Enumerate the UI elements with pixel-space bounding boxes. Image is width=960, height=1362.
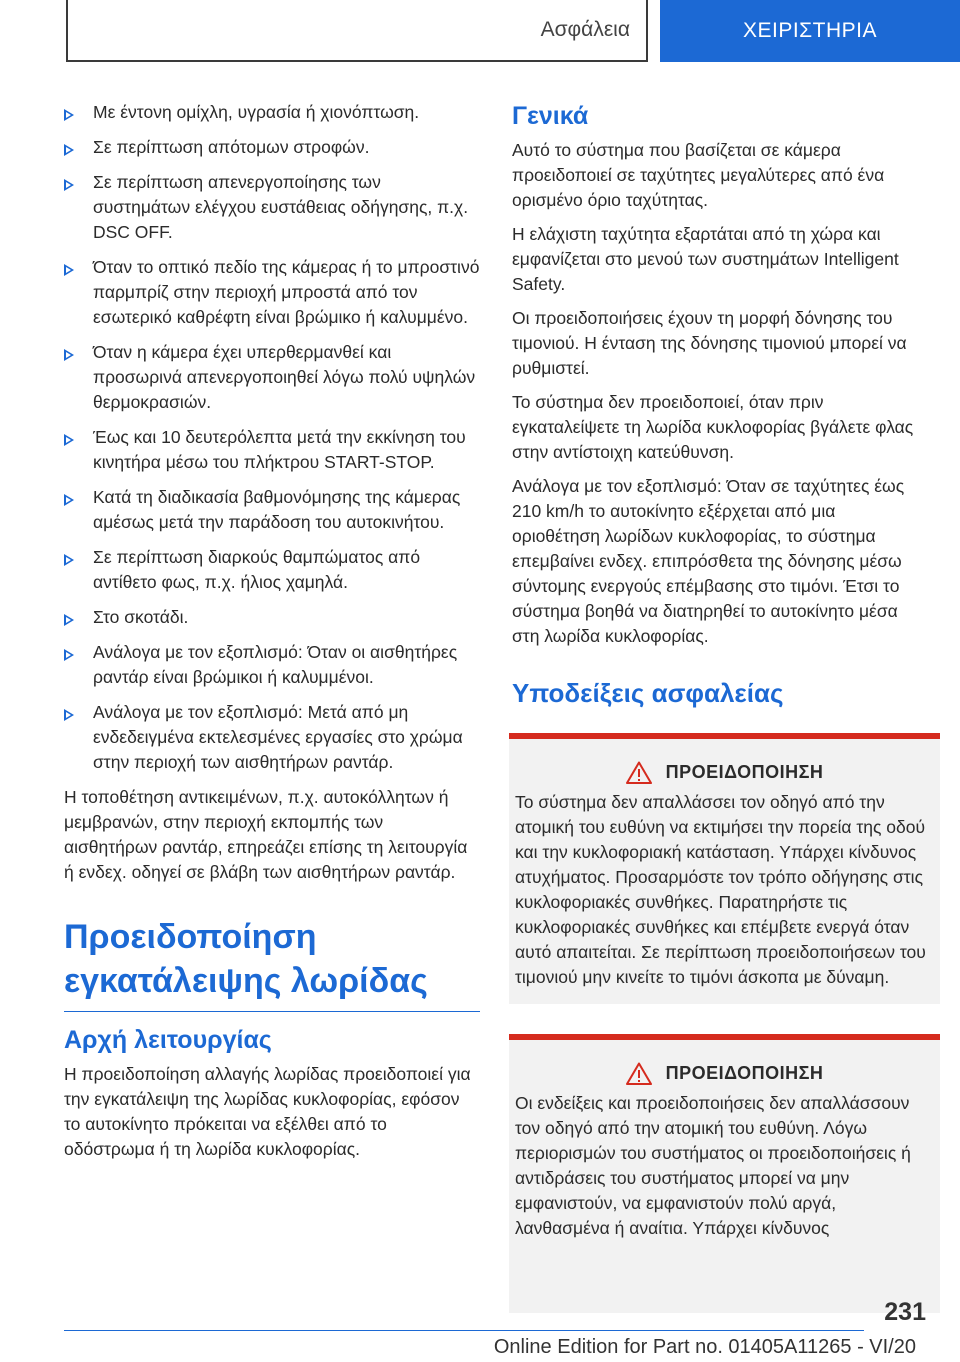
left-column xyxy=(64,100,480,1171)
list-item: Κατά τη διαδικασία βαθμονόμησης της κάμερας αμέσως μετά την παράδοση του αυτοκινήτου. xyxy=(64,485,480,535)
list-item: Σε περίπτωση διαρκούς θαμπώματος από αντίθετο φως, π.χ. ήλιος χαμηλά. xyxy=(64,545,480,595)
section-title: Ασφάλεια xyxy=(540,18,630,41)
general-paragraph: Η ελάχιστη ταχύτητα εξαρτάται από τη χώρα και εμφανίζεται στο μενού των συστημάτων Intelligent Safety. xyxy=(512,224,899,294)
warning-label: ΠΡΟΕΙΔΟΠΟΙΗΣΗ xyxy=(665,1063,824,1083)
triangle-bullet-icon xyxy=(64,109,74,121)
tab-label: ΧΕΙΡΙΣΤΗΡΙΑ xyxy=(742,19,877,42)
list-item: Όταν το οπτικό πεδίο της κάμερας ή το μπροστινό παρμπρίζ στην περιοχή μπροστά από τον εσωτερικό καθρέφτη είναι βρώμικο ή καλυμμένο. xyxy=(64,255,480,330)
right-column xyxy=(512,100,928,1343)
condition-list xyxy=(64,100,480,775)
page-number: 231 xyxy=(884,1298,926,1326)
list-item: Στο σκοτάδι. xyxy=(64,605,480,630)
radar-note: Η τοποθέτηση αντικειμένων, π.χ. αυτοκόλλητων ή μεμβρανών, στην περιοχή εκπομπής των αισθητήρων ραντάρ, επηρεάζει επίσης τη λειτουργία ή ενδεχ. οδηγεί σε βλάβη των αισθητήρων ραντάρ. xyxy=(64,787,468,882)
warning-triangle-icon xyxy=(626,761,652,784)
list-item: Ανάλογα με τον εξοπλισμό: Όταν οι αισθητήρες ραντάρ είναι βρώμικοι ή καλυμμένοι. xyxy=(64,640,480,690)
warning-text-clip xyxy=(515,1091,934,1299)
warning-box xyxy=(509,733,940,1004)
header-tab-controls[interactable] xyxy=(660,0,960,62)
general-paragraph: Αυτό το σύστημα που βασίζεται σε κάμερα προειδοποιεί σε ταχύτητες μεγαλύτερες από ένα ορισμένο όριο ταχύτητας. xyxy=(512,140,885,210)
subheading-safety: Υποδείξεις ασφαλείας xyxy=(512,678,784,708)
triangle-bullet-icon xyxy=(64,144,74,156)
triangle-bullet-icon xyxy=(64,649,74,661)
warning-triangle-icon xyxy=(626,1062,652,1085)
principle-text: Η προειδοποίηση αλλαγής λωρίδας προειδοποιεί για την εγκατάλειψη της λωρίδας κυκλοφορίας, εφόσον το αυτοκίνητο πρόκειται να εξέλθει από το οδόστρωμα ή τη λωρίδα κυκλοφορίας. xyxy=(64,1064,471,1159)
triangle-bullet-icon xyxy=(64,494,74,506)
section-heading-lane-departure: Προειδοποίηση εγκατάλειψης λωρίδας xyxy=(64,918,428,1000)
footer-edition: Online Edition for Part no. 01405A11265 - VI/20 xyxy=(493,1336,916,1358)
warning-box xyxy=(509,1034,940,1313)
general-paragraph: Οι προειδοποιήσεις έχουν τη μορφή δόνησης του τιμονιού. Η ένταση της δόνησης τιμονιού μπορεί να ρυθμιστεί. xyxy=(512,308,907,378)
heading-divider xyxy=(64,1011,480,1012)
triangle-bullet-icon xyxy=(64,349,74,361)
general-paragraph: Το σύστημα δεν προειδοποιεί, όταν πριν εγκαταλείψετε τη λωρίδα κυκλοφορίας βγάλετε φλας στην αντίστοιχη κατεύθυνση. xyxy=(512,392,914,462)
warning-label: ΠΡΟΕΙΔΟΠΟΙΗΣΗ xyxy=(665,762,824,782)
header-section xyxy=(66,0,648,62)
list-item: Σε περίπτωση απότομων στροφών. xyxy=(64,135,480,160)
triangle-bullet-icon xyxy=(64,614,74,626)
warning-title xyxy=(515,761,934,784)
subheading-general: Γενικά xyxy=(512,102,589,130)
subheading-principle: Αρχή λειτουργίας xyxy=(64,1026,272,1054)
triangle-bullet-icon xyxy=(64,179,74,191)
general-paragraph: Ανάλογα με τον εξοπλισμό: Όταν σε ταχύτητες έως 210 km/h το αυτοκίνητο εξέρχεται από μια οριοθέτηση λωρίδων κυκλοφορίας, το σύστημα επεμβαίνει ενδεχ. επιπρόσθετα της δόνησης μέσω σύντομης ενεργούς επέμβασης στο τιμόνι. Έτσι το σύστημα βοηθά να διατηρηθεί το αυτοκίνητο μέσα στη λωρίδα κυκλοφορίας. xyxy=(512,476,905,646)
footer-divider xyxy=(64,1330,864,1331)
list-item: Όταν η κάμερα έχει υπερθερμανθεί και προσωρινά απενεργοποιηθεί λόγω πολύ υψηλών θερμοκρασιών. xyxy=(64,340,480,415)
warning-text: Οι ενδείξεις και προειδοποιήσεις δεν απαλλάσσουν τον οδηγό από την ατομική του ευθύνη. Λόγω περιορισμών του συστήματος οι προειδοποιήσεις ή αντιδράσεις του συστήματος μπορεί να μην εμφανιστούν, να εμφανιστούν πολύ αργά, λανθασμένα ή αναίτια. Υπάρχει κίνδυνος xyxy=(515,1093,911,1238)
list-item: Έως και 10 δευτερόλεπτα μετά την εκκίνηση του κινητήρα μέσω του πλήκτρου START-STOP. xyxy=(64,425,480,475)
warning-title xyxy=(515,1062,934,1085)
list-item: Σε περίπτωση απενεργοποίησης των συστημάτων ελέγχου ευστάθειας οδήγησης, π.χ. DSC OFF. xyxy=(64,170,480,245)
warning-text: Το σύστημα δεν απαλλάσσει τον οδηγό από την ατομική του ευθύνη να εκτιμήσει την πορεία της οδού και την κυκλοφοριακή κατάσταση. Υπάρχει κίνδυνος ατυχήματος. Προσαρμόστε τον τρόπο οδήγησης στις κυκλοφοριακές συνθήκες. Παρατηρήστε τις κυκλοφοριακές συνθήκες και επέμβετε ενεργά όταν αυτό απαιτείται. Σε περίπτωση προειδοποιήσεων του τιμονιού μην κινείτε το τιμόνι άσκοπα με δύναμη. xyxy=(515,792,926,987)
triangle-bullet-icon xyxy=(64,709,74,721)
triangle-bullet-icon xyxy=(64,264,74,276)
triangle-bullet-icon xyxy=(64,554,74,566)
list-item: Με έντονη ομίχλη, υγρασία ή χιονόπτωση. xyxy=(64,100,480,125)
list-item: Ανάλογα με τον εξοπλισμό: Μετά από μη ενδεδειγμένα εκτελεσμένες εργασίες στο χρώμα στην περιοχή των αισθητήρων ραντάρ. xyxy=(64,700,480,775)
triangle-bullet-icon xyxy=(64,434,74,446)
